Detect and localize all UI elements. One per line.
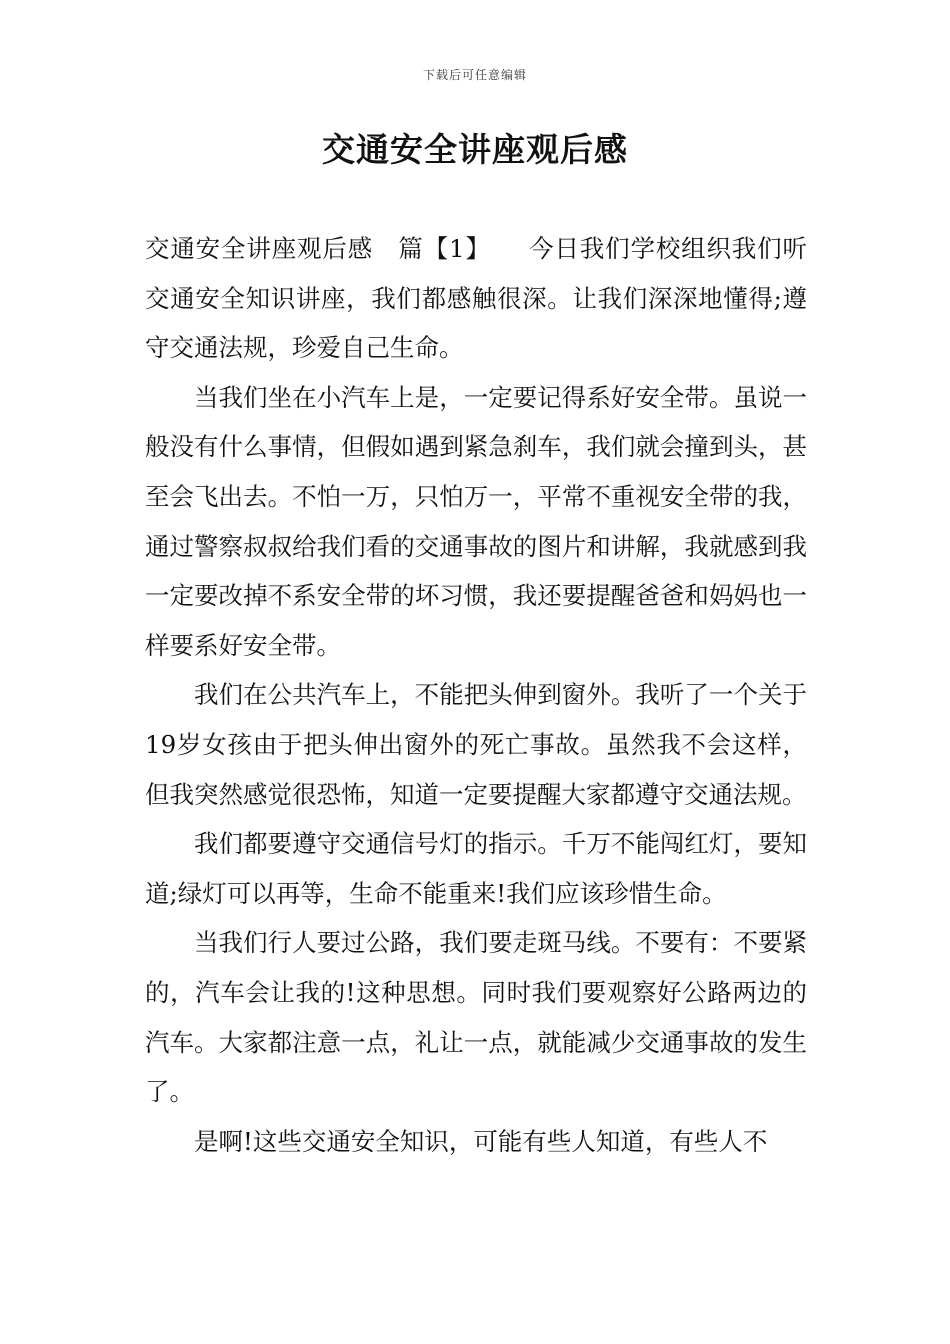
body-paragraph: 是啊!这些交通安全知识，可能有些人知道，有些人不: [194, 1126, 768, 1156]
page-title: 交通安全讲座观后感: [322, 130, 628, 169]
header-note: 下载后可任意编辑: [422, 68, 527, 82]
intro-paragraph: [145, 224, 807, 373]
article-body: [145, 224, 807, 1166]
body-paragraph: 我们在公共汽车上，不能把头伸到窗外。我听了一个关于19岁女孩由于把头伸出窗外的死亡事故。虽然我不会这样，但我突然感觉很恐怖，知道一定要提醒大家都遵守交通法规。: [145, 680, 807, 809]
intro-heading: 交通安全讲座观后感 篇【1】: [145, 234, 530, 263]
body-paragraph: 当我们行人要过公路，我们要走斑马线。不要有：不要紧的，汽车会让我的!这种思想。同时我们要观察好公路两边的汽车。大家都注意一点，礼让一点，就能减少交通事故的发生了。: [145, 928, 807, 1107]
body-paragraph: 当我们坐在小汽车上是，一定要记得系好安全带。虽说一般没有什么事情，但假如遇到紧急刹车，我们就会撞到头，甚至会飞出去。不怕一万，只怕万一，平常不重视安全带的我，通过警察叔叔给我们看的交通事故的图片和讲解，我就感到我一定要改掉不系安全带的坏习惯，我还要提醒爸爸和妈妈也一样要系好安全带。: [145, 382, 807, 660]
body-paragraph: 我们都要遵守交通信号灯的指示。千万不能闯红灯，要知道;绿灯可以再等，生命不能重来!我们应该珍惜生命。: [145, 829, 807, 908]
intro-text: 今日我们学校组织我们听交通安全知识讲座，我们都感触很深。让我们深深地懂得;遵守交通法规，珍爱自己生命。: [145, 234, 808, 363]
